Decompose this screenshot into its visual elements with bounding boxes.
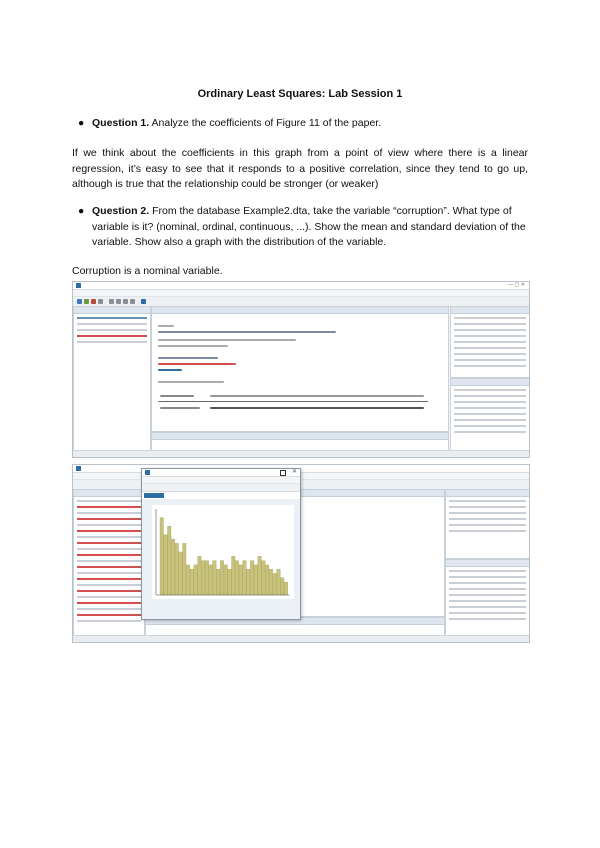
histogram-bar [220,561,223,595]
histogram-bar [228,569,231,595]
history-panel [73,489,145,636]
question-1 [78,116,532,132]
close-icon[interactable]: ✕ [291,469,297,475]
histogram-bar [179,552,182,595]
question-2-text: From the database Example2.dta, take the variable “corruption”. What type of variable is it? (nominal, ordinal, continuous, ...). Show the mean and standard deviation of the variable. Show also a graph with the distribution of the variable. [92,205,526,248]
histogram-bar [190,569,193,595]
stata-screenshot-1 [72,281,530,458]
data-editor-icon[interactable] [130,299,135,304]
graph-menu-bar[interactable] [142,477,300,484]
histogram-bar [277,569,280,595]
histogram-bar [254,565,257,595]
results-panel [151,306,449,432]
save-icon[interactable] [84,299,89,304]
histogram-bar [258,556,261,595]
histogram-bar [243,561,246,595]
stata-screenshot-2 [72,464,530,643]
histogram-bar [183,543,186,595]
maximize-icon[interactable] [280,470,286,476]
question-1-text: Analyze the coefficients of Figure 11 of the paper. [151,117,382,129]
graph-titlebar [142,469,300,477]
histogram-bar [164,535,167,595]
variables-panel [445,489,530,559]
question-2 [78,204,532,251]
histogram-bar [250,561,253,595]
bullet-icon: ● [78,117,85,129]
graph-tab[interactable] [144,493,164,498]
question-1-label: Question 1. [92,117,150,129]
histogram-chart [142,499,300,619]
histogram-bar [269,569,272,595]
histogram-bar [239,565,242,595]
properties-panel [445,559,530,636]
status-bar [73,635,529,642]
window-titlebar [73,282,529,290]
do-editor-icon[interactable] [123,299,128,304]
answer-1: If we think about the coefficients in this graph from a point of view where there is a linear regression, it’s easy to see that it responds to a positive correlation, since they tend to go up, although is true that the relationship could be stronger (or weaker) [72,147,528,190]
graph-icon[interactable] [116,299,121,304]
histogram-bar [209,565,212,595]
histogram-bar [171,539,174,595]
histogram-bar [205,561,208,595]
open-icon[interactable] [77,299,82,304]
histogram-bar [186,565,189,595]
histogram-bar [216,569,219,595]
stata-logo-icon [76,466,81,471]
histogram-bar [280,578,283,595]
histogram-bar [194,565,197,595]
bullet-icon: ● [78,205,85,217]
histogram-bar [160,518,163,595]
question-2-label: Question 2. [92,205,150,217]
histogram-bar [232,556,235,595]
histogram-bar [247,569,250,595]
document-title: Ordinary Least Squares: Lab Session 1 [197,88,403,100]
histogram-bar [198,556,201,595]
histogram-bar [213,561,216,595]
window-controls-icon[interactable]: — ▢ ✕ [508,282,525,288]
histogram-bar [273,574,276,596]
log-icon[interactable] [98,299,103,304]
histogram-bar [284,582,287,595]
history-panel [73,306,151,451]
graph-window[interactable] [141,468,301,620]
variables-panel [450,306,530,378]
status-bar [73,450,529,457]
graph-toolbar[interactable] [142,484,300,492]
histogram-bar [265,565,268,595]
histogram-bar [168,526,171,595]
viewer-icon[interactable] [109,299,114,304]
histogram-bar [175,543,178,595]
histogram-bar [262,561,265,595]
properties-panel [450,378,530,451]
graph-icon [145,470,150,475]
histogram-bar [201,561,204,595]
break-icon[interactable] [141,299,146,304]
histogram-bar [224,565,227,595]
histogram-bar [235,561,238,595]
menu-bar[interactable] [73,290,529,297]
command-panel[interactable] [151,432,449,451]
stata-logo-icon [76,283,81,288]
answer-2: Corruption is a nominal variable. [72,265,223,277]
print-icon[interactable] [91,299,96,304]
